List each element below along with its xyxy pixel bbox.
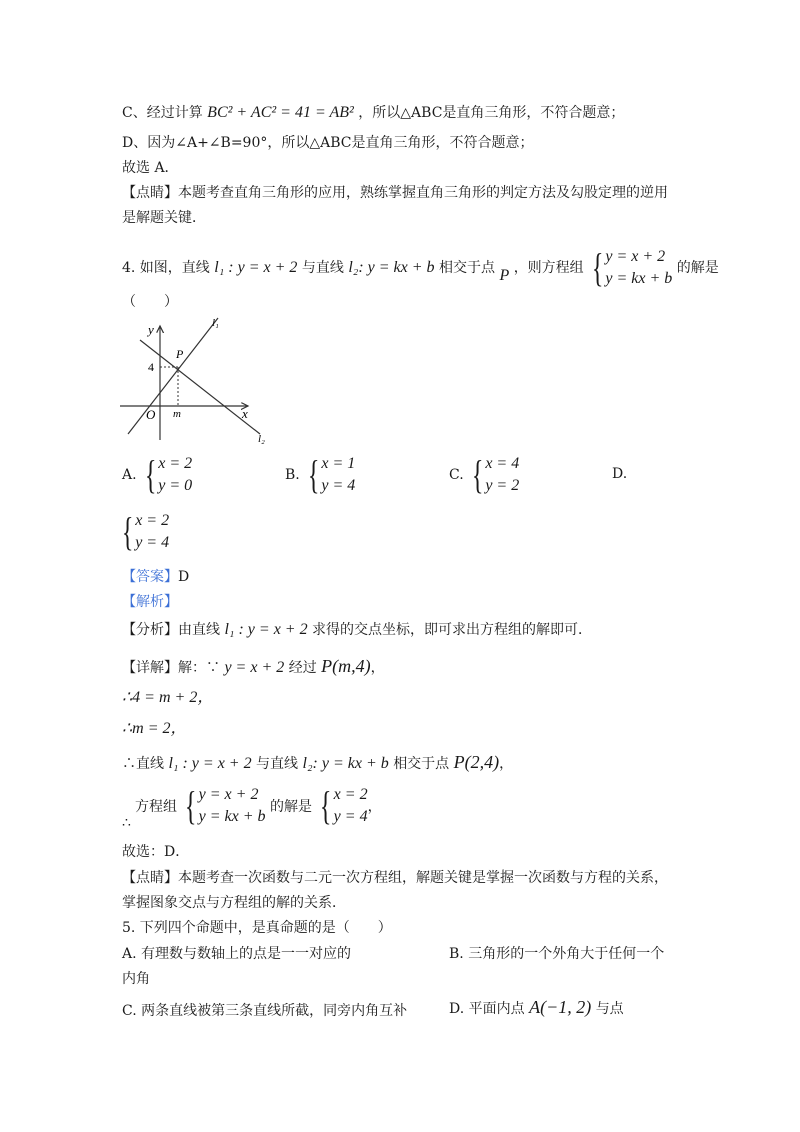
math-l2: l₂: y = kx + b: [348, 259, 435, 276]
text: C、经过计算: [122, 105, 203, 121]
dianjing-note-2-cont: 掌握图象交点与方程组的解的关系．: [122, 895, 346, 911]
eq: x = 4: [485, 455, 520, 472]
eq: x = 2: [135, 512, 170, 529]
eq: y = 4: [321, 477, 356, 494]
p-label: P: [176, 347, 184, 361]
tag: 【点睛】: [122, 870, 178, 886]
option-d-explanation: D、因为∠A+∠B=90°，所以△ABC是直角三角形，不符合题意；: [122, 135, 534, 151]
choose-answer: 故选 A．: [122, 160, 179, 176]
text: 相交于点: [439, 260, 495, 276]
x-label: x: [242, 406, 248, 421]
text: 与点: [595, 1001, 624, 1017]
eq: y = kx + b: [605, 270, 673, 287]
choose-d: 故选：D．: [122, 844, 190, 860]
step-3: [122, 752, 513, 774]
text: 4. 如图，直线: [122, 260, 210, 276]
label: A.: [122, 467, 137, 483]
q5-option-a: A. 有理数与数轴上的点是一一对应的: [122, 946, 352, 962]
option-b: B. { x = 1 y = 4: [285, 452, 356, 497]
text: 求得的交点坐标，即可求出方程组的解即可．: [312, 622, 593, 638]
eq: y = 4: [135, 534, 170, 551]
text: 相交于点: [393, 756, 450, 772]
label: B.: [285, 467, 300, 483]
eq: y = 4: [333, 808, 368, 825]
step-2: ∴m = 2，: [122, 720, 187, 737]
four-label: 4: [148, 360, 154, 374]
eq: y = 2: [485, 477, 520, 494]
step-4: 方程组 { y = x + 2 y = kx + b 的解是 { x = 2 y = 4 ，: [135, 783, 382, 828]
option-d: { x = 2 y = 4: [121, 509, 170, 554]
option-a: A. { x = 2 y = 0: [122, 452, 193, 497]
dianjing-note-cont: 是解题关键．: [122, 210, 206, 226]
text: ，: [367, 799, 382, 815]
origin-label: O: [146, 407, 156, 422]
math: l₂: y = kx + b: [302, 755, 389, 772]
text: 方程组: [135, 799, 177, 815]
l1-label: l₁: [212, 317, 219, 329]
answer-value: D: [178, 569, 190, 585]
text: 的解是: [270, 799, 313, 815]
text: 由直线: [178, 622, 220, 638]
q5-option-b: B. 三角形的一个外角大于任何一个: [449, 946, 665, 962]
text: 经过: [288, 660, 317, 676]
tag: 【点睛】: [122, 185, 178, 201]
text: D. 平面内点: [449, 1001, 525, 1017]
text: ，则方程组: [513, 260, 584, 276]
option-c-explanation: [122, 103, 624, 123]
math: A(−1, 2): [529, 997, 592, 1017]
option-d-label: D.: [612, 466, 628, 482]
text: ，所以△ABC是直角三角形，不符合题意；: [358, 105, 625, 121]
text: 本题考查一次函数与二元一次方程组，解题关键是掌握一次函数与方程的关系，: [178, 870, 668, 886]
equation-system: [588, 246, 672, 290]
label: C.: [449, 467, 464, 483]
eq: y = 0: [158, 477, 193, 494]
dianjing-note: [122, 183, 668, 203]
eq: y = x + 2: [198, 786, 259, 803]
xiangjie: [122, 656, 385, 678]
m-label: m: [173, 408, 181, 420]
tag: 【分析】: [122, 622, 178, 638]
math: P(m,4): [321, 656, 371, 676]
eq: x = 1: [321, 455, 356, 472]
fenxi: [122, 620, 592, 640]
tag: 【详解】: [122, 660, 178, 676]
q5-option-d: [449, 997, 624, 1018]
therefore-symbol: ∴: [122, 815, 131, 831]
math-p: P: [499, 267, 510, 284]
text: 解：∵: [178, 660, 220, 676]
math: y = x + 2: [224, 659, 285, 676]
q4-paren: （ ）: [122, 294, 178, 310]
eq: x = 2: [333, 786, 368, 803]
eq: x = 2: [158, 455, 193, 472]
q4-graph: [118, 312, 278, 447]
math: l₁ : y = x + 2: [168, 755, 252, 772]
q5-stem: 5. 下列四个命题中，是真命题的是（ ）: [122, 920, 392, 936]
text: 与直线: [256, 756, 299, 772]
math-l1: l₁ : y = x + 2: [214, 259, 298, 276]
option-c: C. { x = 4 y = 2: [449, 452, 520, 497]
math: l₁ : y = x + 2: [224, 621, 308, 638]
answer-tag: 【答案】: [122, 569, 178, 585]
text: 本题考查直角三角形的应用，熟练掌握直角三角形的判定方法及勾股定理的逆用: [178, 185, 668, 201]
jiexi-tag: 【解析】: [122, 594, 178, 610]
text: ∴直线: [122, 756, 164, 772]
y-label: y: [148, 322, 154, 337]
answer: [122, 567, 189, 587]
text: ，: [370, 660, 385, 676]
text: 与直线: [301, 260, 344, 276]
text: 的解是: [676, 260, 719, 276]
eq: y = x + 2: [605, 248, 666, 265]
dianjing-note-2: [122, 868, 668, 888]
q5-option-a-cont: 内角: [122, 971, 150, 987]
l2-label: l₂: [258, 433, 265, 445]
step-1: ∴4 = m + 2，: [122, 689, 214, 706]
math: P(2,4): [453, 752, 500, 772]
math-expression: BC² + AC² = 41 = AB²: [207, 104, 354, 121]
brace: {: [591, 245, 604, 290]
q5-option-c: C. 两条直线被第三条直线所截，同旁内角互补: [122, 1003, 408, 1019]
text: ，: [499, 756, 514, 772]
eq: y = kx + b: [198, 808, 266, 825]
q4-stem: [122, 246, 719, 290]
